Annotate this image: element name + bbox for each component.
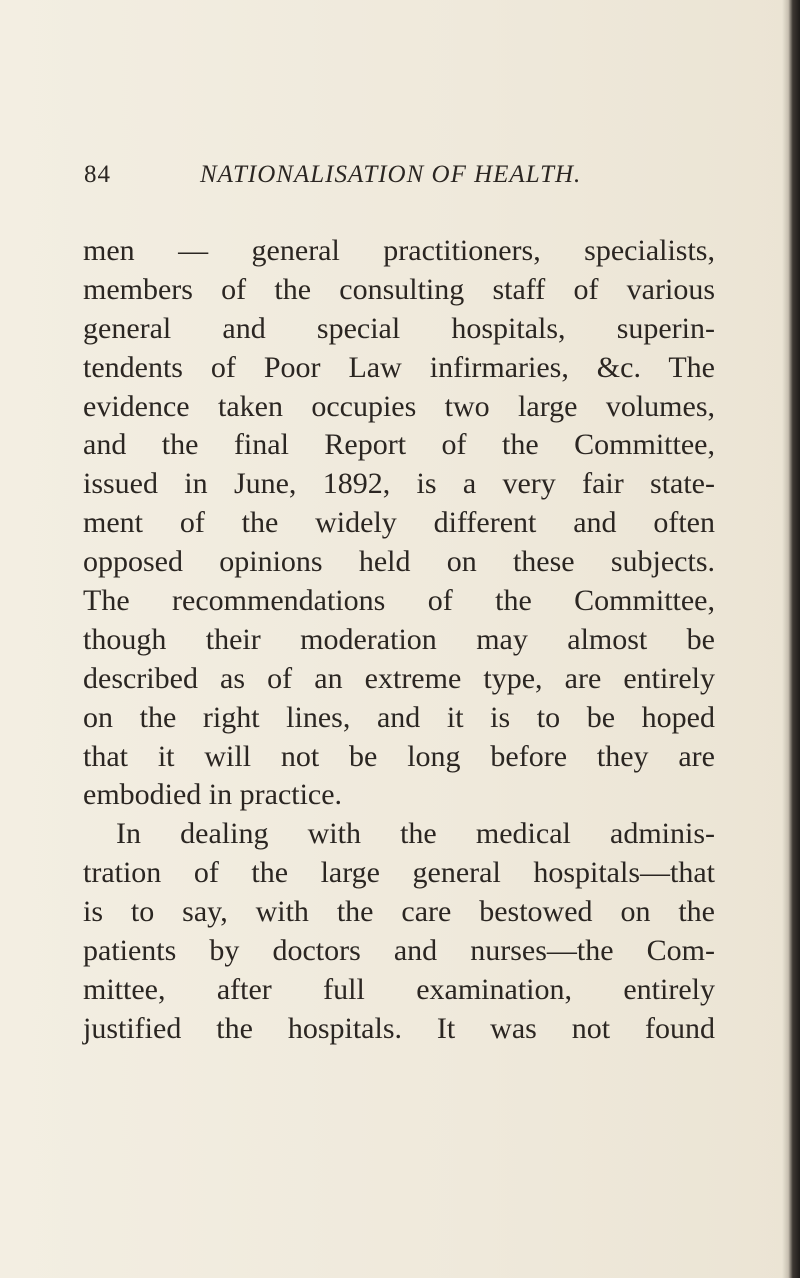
text-line: though their moderation may almost be (83, 622, 715, 656)
text-line: men — general practitioners, specialists, (83, 234, 715, 267)
text-line: embodied in practice. (83, 778, 343, 812)
text-line: tration of the large general hospitals—that (83, 856, 715, 890)
text-line: on the right lines, and it is to be hoped (83, 700, 715, 734)
text-line: general and special hospitals, superin- (83, 311, 715, 345)
text-line: issued in June, 1892, is a very fair state- (83, 467, 715, 501)
text-line: In dealing with the medical adminis- (116, 817, 715, 851)
text-line: that it will not be long before they are (83, 739, 715, 773)
text-line: described as of an extreme type, are entirely (83, 661, 715, 695)
text-line: ment of the widely different and often (83, 506, 715, 540)
body-text (83, 232, 715, 1049)
page-header (84, 160, 724, 190)
text-line: patients by doctors and nurses—the Com- (83, 934, 715, 968)
text-line: is to say, with the care bestowed on the (83, 895, 715, 929)
text-line: tendents of Poor Law infirmaries, &c. The (83, 350, 715, 384)
text-line: and the final Report of the Committee, (83, 428, 715, 462)
text-line: opposed opinions held on these subjects. (83, 545, 715, 579)
text-line: evidence taken occupies two large volumes, (83, 389, 715, 423)
text-line: members of the consulting staff of various (83, 272, 715, 306)
text-line: justified the hospitals. It was not found (83, 1011, 715, 1045)
page-edge-shadow (782, 0, 800, 1278)
text-line: mittee, after full examination, entirely (83, 972, 715, 1006)
text-line: The recommendations of the Committee, (83, 584, 715, 618)
page-number: 84 (84, 161, 111, 188)
running-head: NATIONALISATION OF HEALTH. (200, 161, 582, 188)
